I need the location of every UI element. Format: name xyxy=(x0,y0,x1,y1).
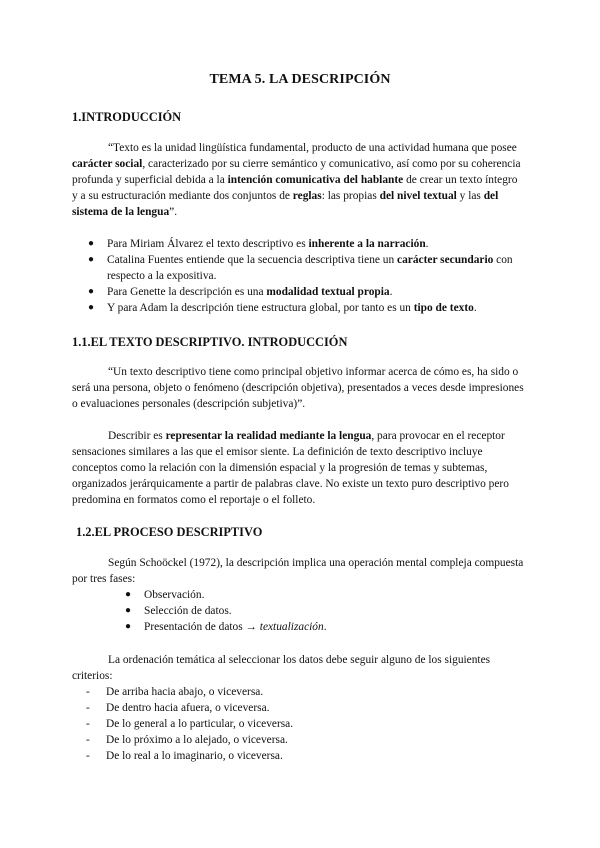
dash-marker: - xyxy=(86,686,90,698)
italic-run: textualización xyxy=(259,621,324,633)
heading-introduccion: 1.INTRODUCCIÓN xyxy=(72,110,182,124)
descriptive-quote-paragraph: “Un texto descriptivo tiene como principal objetivo informar acerca de cómo es, ha sido o será una persona, objeto o fenómeno (descripción objetiva), presentados a veces desde impresiones o evaluaciones personales (descripción subjetiva)”. xyxy=(72,366,524,410)
bullet-dot-icon: ● xyxy=(88,254,95,265)
intro-quote-paragraph xyxy=(72,140,524,220)
bold-run: intención comunicativa del hablante xyxy=(227,174,404,186)
list-item xyxy=(88,252,525,284)
list-item xyxy=(88,284,525,300)
text-run: ”. xyxy=(169,206,178,218)
text-run: De lo próximo a lo alejado, o viceversa. xyxy=(106,734,288,746)
bold-run: tipo de texto xyxy=(413,302,474,314)
text-run: de crear un texto íntegro y a su estructuración mediante dos conjuntos de xyxy=(72,174,518,202)
bold-run: inherente a la narración xyxy=(308,238,426,250)
dash-marker: - xyxy=(86,750,90,762)
authors-bullet-list xyxy=(88,236,525,316)
page-title: TEMA 5. LA DESCRIPCIÓN xyxy=(209,72,391,87)
text-run: . xyxy=(389,286,393,298)
bullet-dot-icon: ● xyxy=(88,286,95,297)
heading-proceso-descriptivo: 1.2.EL PROCESO DESCRIPTIVO xyxy=(76,525,263,539)
text-run: . xyxy=(323,621,327,633)
list-item xyxy=(125,619,524,635)
list-item xyxy=(125,587,524,603)
text-run: “Texto es la unidad lingüística fundamental, producto de una actividad humana que posee xyxy=(108,142,517,154)
text-run: Presentación de datos → xyxy=(144,621,260,633)
list-item xyxy=(86,732,293,748)
dash-marker: - xyxy=(86,702,90,714)
bold-run: modalidad textual propia xyxy=(266,286,390,298)
bold-run: representar la realidad mediante la lengua xyxy=(165,430,372,442)
bold-run: del nivel textual xyxy=(379,190,457,202)
text-run: Selección de datos. xyxy=(144,605,232,617)
bold-run: reglas xyxy=(292,190,322,202)
text-run: De lo real a lo imaginario, o viceversa. xyxy=(106,750,283,762)
text-run: Para Genette la descripción es una xyxy=(107,286,267,298)
text-run: y las xyxy=(456,190,484,202)
text-run: . xyxy=(473,302,477,314)
bullet-dot-icon: ● xyxy=(125,605,132,616)
bold-run: carácter secundario xyxy=(397,254,494,266)
list-item xyxy=(86,684,293,700)
text-run: : las propias xyxy=(321,190,380,202)
text-run: Para Miriam Álvarez el texto descriptivo es xyxy=(107,238,309,250)
bold-run: del sistema de la lengua xyxy=(72,190,499,218)
bullet-dot-icon: ● xyxy=(88,238,95,249)
dash-marker: - xyxy=(86,718,90,730)
text-run: Describir es xyxy=(108,430,166,442)
list-item xyxy=(86,748,293,764)
text-run: con respecto a la expositiva. xyxy=(107,254,513,282)
text-run: Y para Adam la descripción tiene estructura global, por tanto es un xyxy=(107,302,414,314)
list-item xyxy=(125,603,524,619)
order-paragraph: La ordenación temática al seleccionar los datos debe seguir alguno de los siguientes criterios: xyxy=(72,654,491,682)
text-run: De dentro hacia afuera, o viceversa. xyxy=(106,702,270,714)
text-run: De arriba hacia abajo, o viceversa. xyxy=(106,686,264,698)
text-run: , caracterizado por su cierre semántico y comunicativo, así como por su coherencia profunda y superficial debida a la xyxy=(72,158,521,186)
heading-texto-descriptivo: 1.1.EL TEXTO DESCRIPTIVO. INTRODUCCIÓN xyxy=(72,335,348,349)
bullet-dot-icon: ● xyxy=(88,302,95,313)
list-item xyxy=(86,700,293,716)
phases-bullet-list xyxy=(125,587,524,635)
criteria-dash-list xyxy=(86,684,293,764)
list-item xyxy=(88,236,525,252)
describir-paragraph xyxy=(72,428,524,508)
list-item xyxy=(88,300,525,316)
list-item xyxy=(86,716,293,732)
bold-run: carácter social xyxy=(72,158,143,170)
text-run: De lo general a lo particular, o viceversa. xyxy=(106,718,294,730)
bullet-dot-icon: ● xyxy=(125,621,132,632)
text-run: Observación. xyxy=(144,589,205,601)
dash-marker: - xyxy=(86,734,90,746)
process-paragraph: Según Schoöckel (1972), la descripción implica una operación mental compleja compuesta por tres fases: xyxy=(72,557,524,585)
text-run: . xyxy=(425,238,429,250)
bullet-dot-icon: ● xyxy=(125,589,132,600)
text-run: , para provocar en el receptor sensaciones similares a las que el emisor siente. La definición de texto descriptivo incluye conceptos como la relación con la dimensión espacial y la progresión de temas y subtemas, organizados jerárquicamente a partir de palabras clave. No existe un texto puro descriptivo pero predomina en formatos como el reportaje o el folleto. xyxy=(72,430,509,506)
text-run: Catalina Fuentes entiende que la secuencia descriptiva tiene un xyxy=(107,254,398,266)
